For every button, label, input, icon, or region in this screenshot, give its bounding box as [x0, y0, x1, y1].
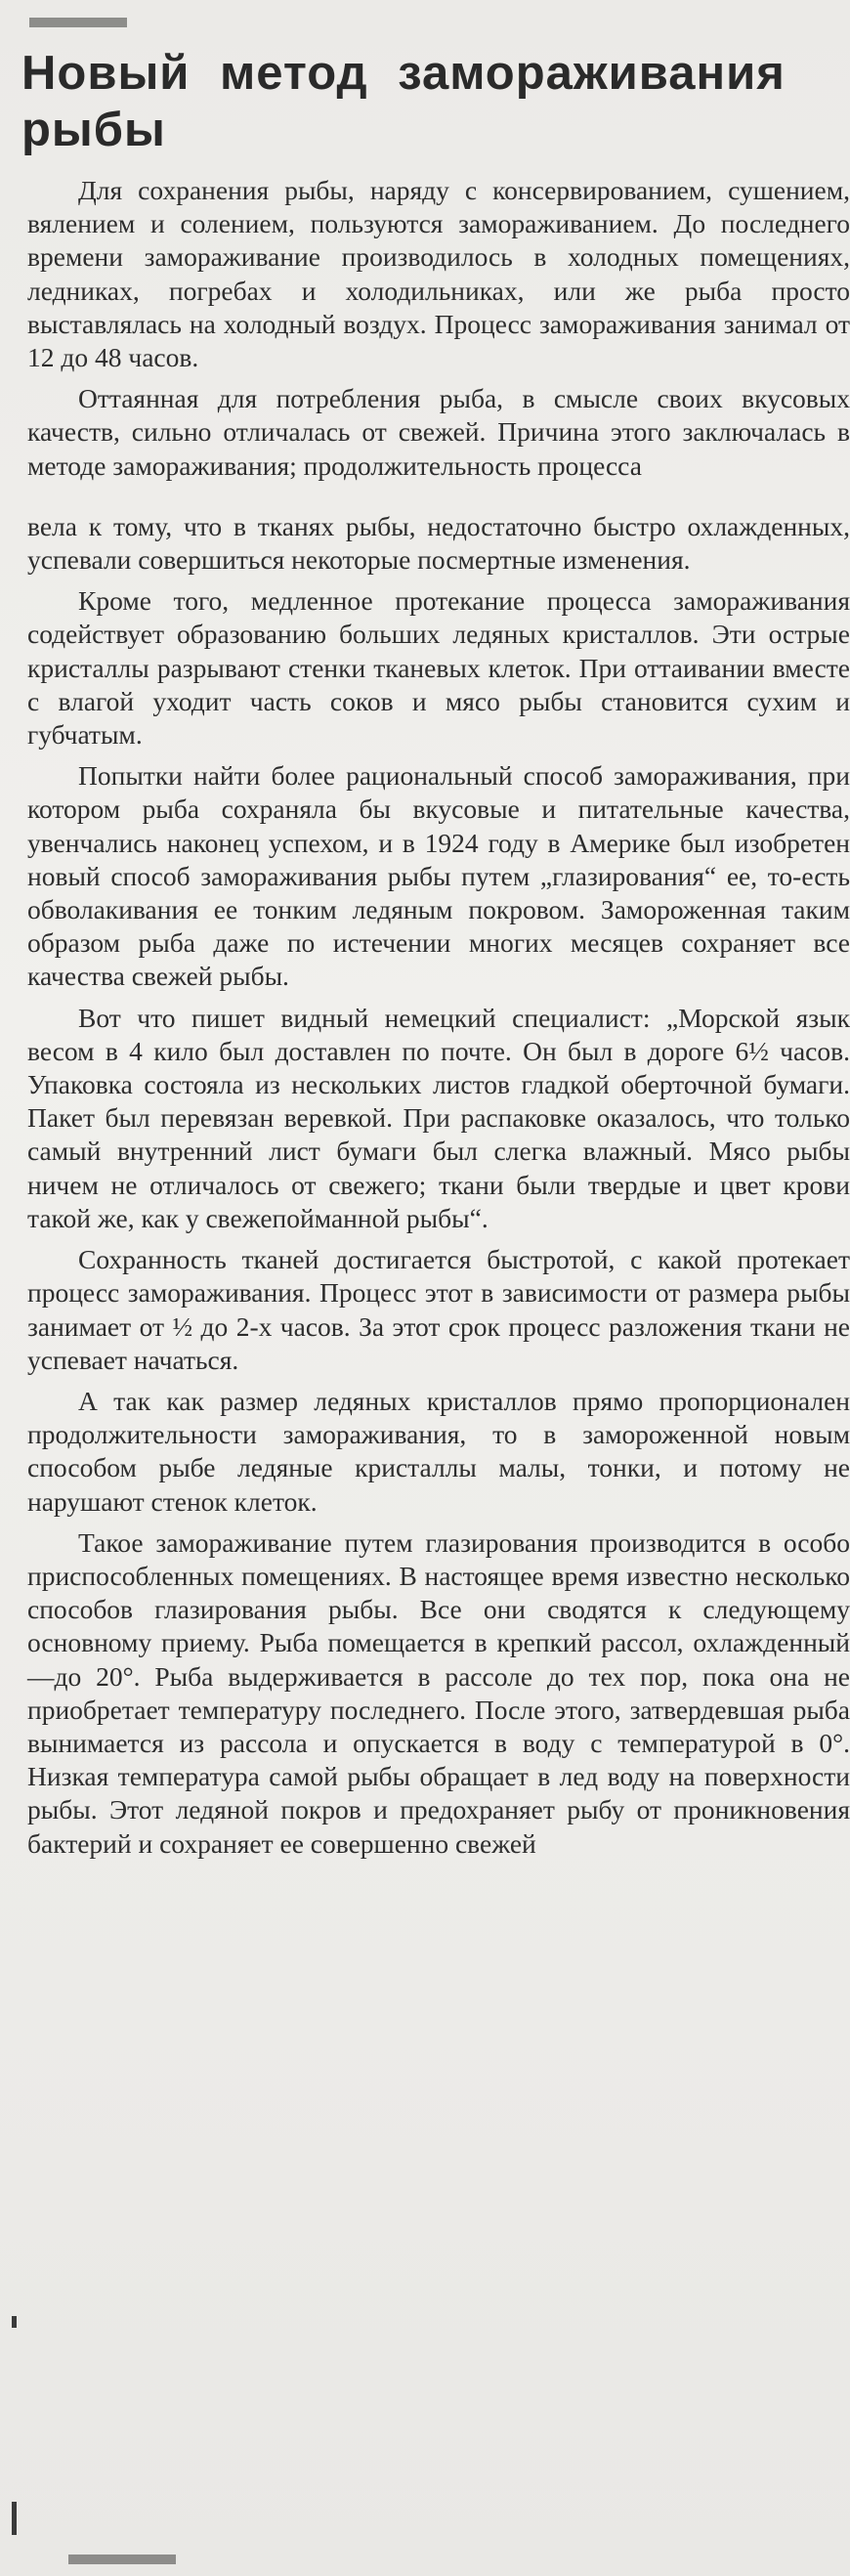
top-rule-ornament — [29, 18, 127, 27]
article-paragraph: Вот что пишет видный немецкий специалист: „Морской язык весом в 4 кило был доставлен по почте. Он был в дороге 6½ часов. Упаковка состояла из нескольких листов гладкой оберточной бумаги. Пакет был перевязан веревкой. При распаковке оказалось, что только самый внутренний лист бумаги был слегка влажный. Мясо рыбы ничем не отличалось от свежего; ткани были твердые и цвет крови такой же, как у свежепойманной рыбы“. — [27, 1002, 850, 1233]
article-paragraph: Оттаянная для потребления рыба, в смысле своих вкусовых качеств, сильно отличалась от свежей. Причина этого заключалась в методе замораживания; продолжительность процесса — [27, 383, 850, 481]
article-paragraph: Сохранность тканей достигается быстротой, с какой протекает процесс замораживания. Процесс этот в зависимости от размера рыбы занимает от ½ до 2-х часов. За этот срок процесс разложения ткани не успевает начаться. — [27, 1244, 850, 1375]
margin-mark — [12, 2316, 17, 2328]
article-paragraph: Кроме того, медленное протекание процесса замораживания содействует образованию больших ледяных кристаллов. Эти острые кристаллы разрывают стенки тканевых клеток. При оттаивании вместе с влагой уходит часть соков и мясо рыбы становится сухим и губчатым. — [27, 585, 850, 751]
article-paragraph: А так как размер ледяных кристаллов прямо пропорционален продолжительности замораживания, то в замороженной новым способом рыбе ледяные кристаллы малы, тонки, и потому не нарушают стенок клеток. — [27, 1385, 850, 1517]
article-paragraph: Для сохранения рыбы, наряду с консервированием, сушением, вялением и солением, пользуются замораживанием. До последнего времени замораживание производилось в холодных помещениях, ледниках, погребах и холодильниках, или же рыба просто выставлялась на холодный воздух. Процесс замораживания занимал от 12 до 48 часов. — [27, 175, 850, 373]
margin-mark — [12, 2502, 17, 2535]
article-headline: Новый метод замораживания рыбы — [21, 47, 786, 156]
article-paragraph: Такое замораживание путем глазирования производится в особо приспособленных помещениях. В настоящее время известно несколько способов глазирования рыбы. Все они сводятся к следующему основному приему. Рыба помещается в крепкий рассол, охлажденный—до 20°. Рыба выдерживается в рассоле до тех пор, пока она не приобретает температуру последнего. После этого, затвердевшая рыба вынимается из рассола и опускается в воду с температурой в 0°. Низкая температура самой рыбы обращает в лед воду на поверхности рыбы. Этот ледяной покров и предохраняет рыбу от проникновения бактерий и сохраняет ее совершенно свежей — [27, 1526, 850, 1859]
bottom-rule-ornament — [68, 2555, 176, 2564]
article-body — [27, 174, 850, 1861]
article-paragraph-continuation: вела к тому, что в тканях рыбы, недостаточно быстро охлажденных, успевали совершиться некоторые посмертные изменения. — [27, 510, 850, 576]
article-paragraph: Попытки найти более рациональный способ замораживания, при котором рыба сохраняла бы вкусовые и питательные качества, увенчались наконец успехом, и в 1924 году в Америке был изобретен новый способ замораживания рыбы путем „глазирования“ ее, то-есть обволакивания ее тонким ледяным покровом. Замороженная таким образом рыба даже по истечении многих месяцев сохраняет все качества свежей рыбы. — [27, 760, 850, 992]
